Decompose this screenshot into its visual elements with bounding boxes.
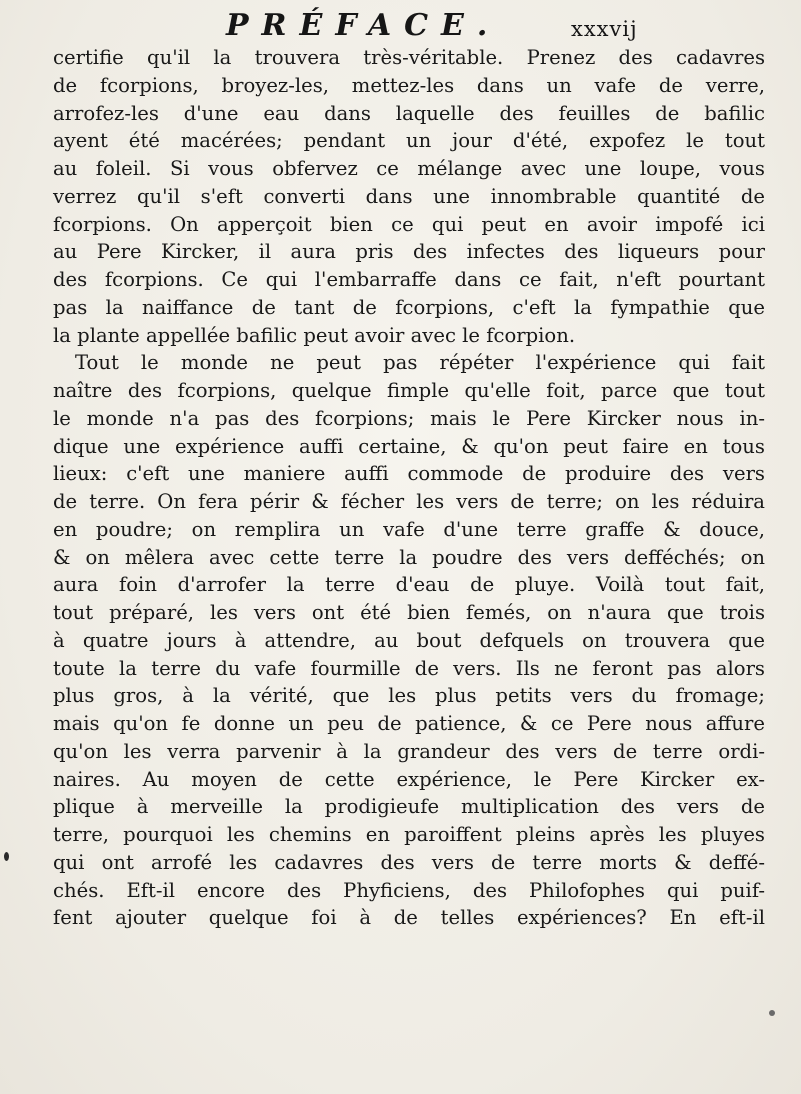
text-line: plus gros, à la vérité, que les plus petits vers du fromage; [53,684,765,708]
text-line: qui ont arrofé les cadavres des vers de terre morts & deffé- [53,850,765,874]
text-line: toute la terre du vafe fourmille de vers. Ils ne feront pas alors [53,656,765,680]
running-head [0,8,801,48]
text-line: arrofez-les d'une eau dans laquelle des feuilles de bafilic [53,101,765,125]
text-line: fcorpions. On apperçoit bien ce qui peut en avoir impofé ici [53,212,765,236]
body-text [53,44,765,932]
text-line: verrez qu'il s'eft converti dans une innombrable quantité de [53,184,765,208]
text-line: à quatre jours à attendre, au bout defquels on trouvera que [53,628,765,652]
ink-speck [769,1010,775,1016]
running-head-title: PRÉFACE. [226,8,501,43]
text-line: naires. Au moyen de cette expérience, le Pere Kircker ex- [53,767,765,791]
text-line: & on mêlera avec cette terre la poudre des vers defféchés; on [53,545,765,569]
page-number: xxxvij [571,17,638,41]
text-line: lieux: c'eft une maniere auffi commode de produire des vers [53,462,765,486]
text-line: ayent été macérées; pendant un jour d'été, expofez le tout [53,129,765,153]
text-line: en poudre; on remplira un vafe d'une terre graffe & douce, [53,517,765,541]
text-line: plique à merveille la prodigieufe multiplication des vers de [53,795,765,819]
text-line: au foleil. Si vous obfervez ce mélange avec une loupe, vous [53,157,765,180]
text-line: de terre. On fera périr & fécher les vers de terre; on les réduira [53,490,765,513]
ink-speck [4,852,9,861]
text-line: qu'on les verra parvenir à la grandeur des vers de terre ordi- [53,739,765,763]
text-line: certifie qu'il la trouvera très-véritable. Prenez des cadavres [53,46,765,69]
text-line: le monde n'a pas des fcorpions; mais le Pere Kircker nous in- [53,406,765,430]
text-line: de fcorpions, broyez-les, mettez-les dans un vafe de verre, [53,73,765,97]
text-line: dique une expérience auffi certaine, & qu'on peut faire en tous [53,434,765,458]
text-line: chés. Eft-il encore des Phyficiens, des Philofophes qui puif- [53,878,765,902]
text-line: des fcorpions. Ce qui l'embarraffe dans ce fait, n'eft pourtant [53,268,765,291]
text-line: tout préparé, les vers ont été bien femés, on n'aura que trois [53,601,765,624]
text-line: la plante appellée bafilic peut avoir avec le fcorpion. [53,323,576,347]
text-line: au Pere Kircker, il aura pris des infectes des liqueurs pour [53,240,765,264]
text-line: fent ajouter quelque foi à de telles expériences? En eft-il [53,906,765,930]
text-line: aura foin d'arrofer la terre d'eau de pluye. Voilà tout fait, [53,573,765,597]
text-line: naître des fcorpions, quelque fimple qu'elle foit, parce que tout [53,379,765,402]
text-line: terre, pourquoi les chemins en paroiffent pleins après les pluyes [53,823,765,846]
text-line: pas la naiffance de tant de fcorpions, c'eft la fympathie que [53,295,765,319]
text-line: Tout le monde ne peut pas répéter l'expérience qui fait [75,351,765,375]
text-line: mais qu'on fe donne un peu de patience, & ce Pere nous affure [53,712,765,735]
